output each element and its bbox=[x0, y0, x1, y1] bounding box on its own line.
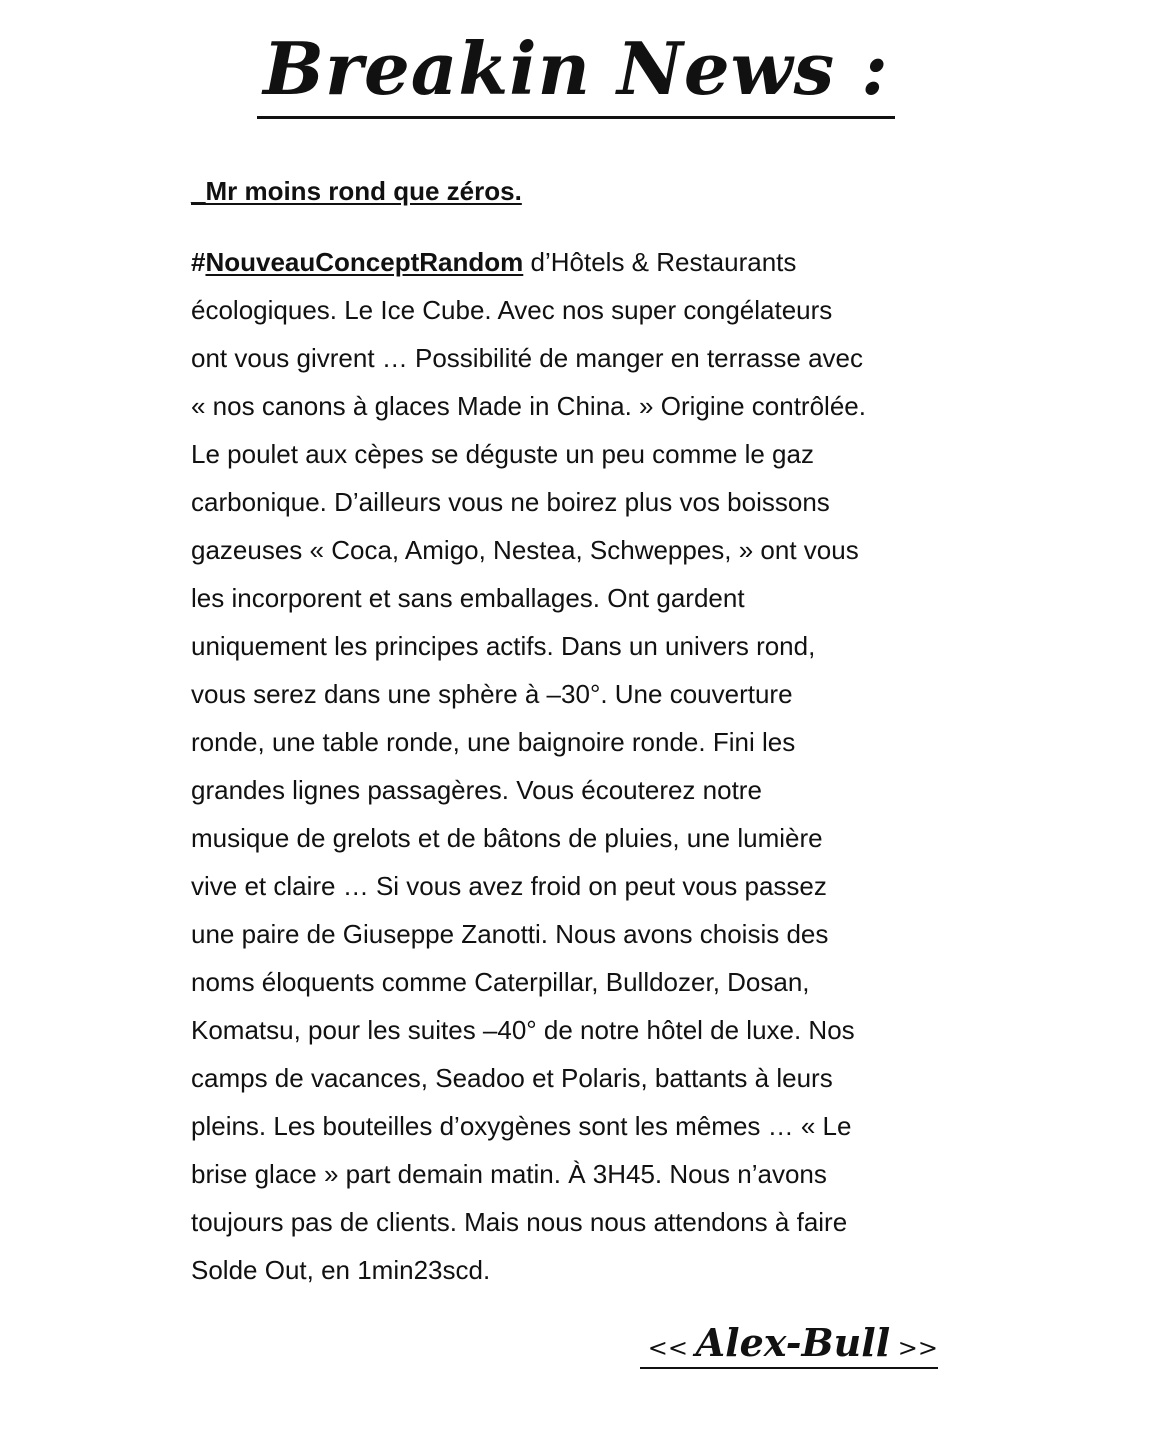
hashtag-word: NouveauConceptRandom bbox=[205, 247, 524, 277]
article-line: Komatsu, pour les suites –40° de notre hôtel de luxe. Nos bbox=[191, 1015, 855, 1045]
article-line: « nos canons à glaces Made in China. » Origine contrôlée. bbox=[191, 391, 866, 421]
article-body bbox=[191, 238, 951, 1294]
signature-name: Alex-Bull bbox=[695, 1320, 891, 1365]
hashtag-symbol: # bbox=[191, 247, 206, 277]
article-line: les incorporent et sans emballages. Ont gardent bbox=[191, 583, 745, 613]
article-line: uniquement les principes actifs. Dans un univers rond, bbox=[191, 631, 816, 661]
signature-open-marks: << bbox=[647, 1334, 696, 1362]
article-line: écologiques. Le Ice Cube. Avec nos super congélateurs bbox=[191, 295, 833, 325]
article-line: noms éloquents comme Caterpillar, Bulldozer, Dosan, bbox=[191, 967, 810, 997]
article-line: ronde, une table ronde, une baignoire ronde. Fini les bbox=[191, 727, 796, 757]
article-line bbox=[191, 238, 951, 286]
article-line-rest: d’Hôtels & Restaurants bbox=[523, 247, 797, 277]
article-line: vive et claire … Si vous avez froid on peut vous passez bbox=[191, 871, 827, 901]
article-subtitle: _Mr moins rond que zéros. bbox=[191, 176, 522, 206]
article-line: brise glace » part demain matin. À 3H45. Nous n’avons bbox=[191, 1159, 827, 1189]
article-line: gazeuses « Coca, Amigo, Nestea, Schweppes, » ont vous bbox=[191, 535, 859, 565]
title-container bbox=[0, 26, 1152, 119]
signature-close-marks: >> bbox=[890, 1334, 938, 1362]
article-line: Le poulet aux cèpes se déguste un peu comme le gaz bbox=[191, 439, 814, 469]
article-line: carbonique. D’ailleurs vous ne boirez plus vos boissons bbox=[191, 487, 830, 517]
article-line: musique de grelots et de bâtons de pluies, une lumière bbox=[191, 823, 823, 853]
article-line: ont vous givrent … Possibilité de manger en terrasse avec bbox=[191, 343, 864, 373]
article-line: une paire de Giuseppe Zanotti. Nous avons choisis des bbox=[191, 919, 829, 949]
article-line: camps de vacances, Seadoo et Polaris, battants à leurs bbox=[191, 1063, 833, 1093]
article-line: Solde Out, en 1min23scd. bbox=[191, 1255, 491, 1285]
author-signature bbox=[640, 1320, 938, 1369]
page-title: Breakin News : bbox=[257, 26, 895, 119]
article-line: toujours pas de clients. Mais nous nous attendons à faire bbox=[191, 1207, 848, 1237]
article-line: grandes lignes passagères. Vous écouterez notre bbox=[191, 775, 762, 805]
article-line: pleins. Les bouteilles d’oxygènes sont les mêmes … « Le bbox=[191, 1111, 852, 1141]
hashtag bbox=[191, 247, 523, 277]
article-line: vous serez dans une sphère à –30°. Une couverture bbox=[191, 679, 793, 709]
